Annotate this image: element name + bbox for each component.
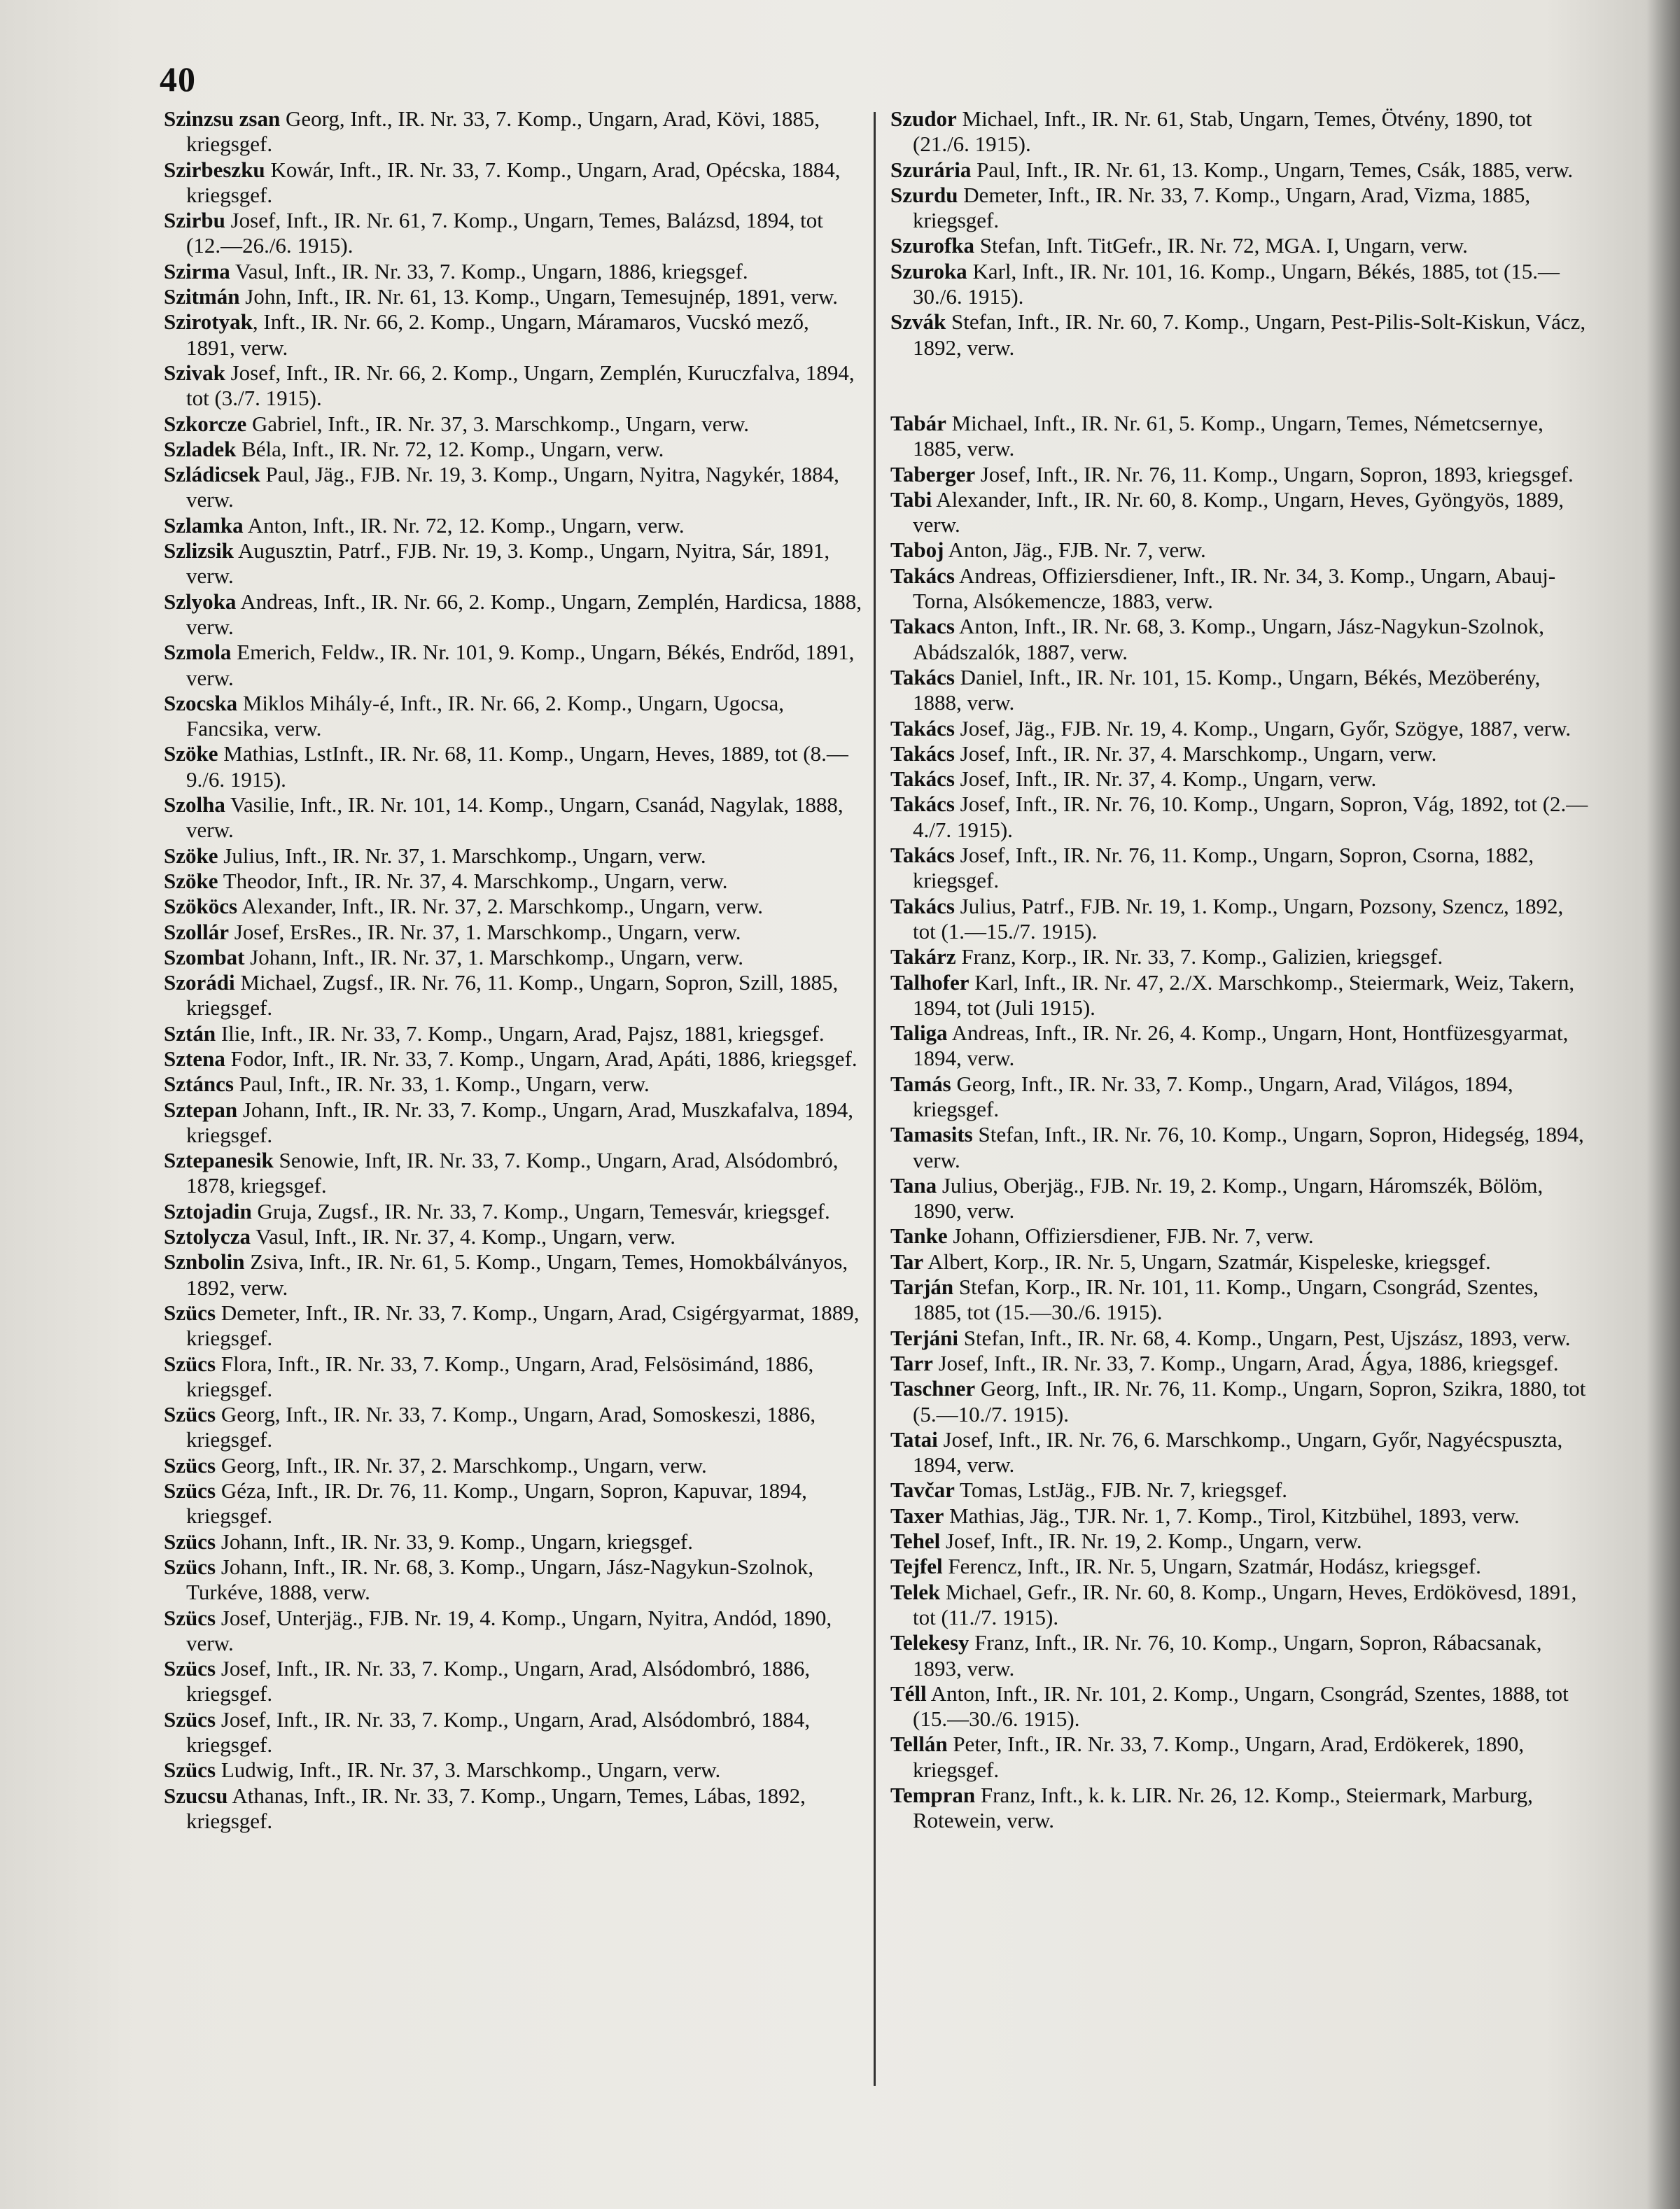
- register-entry: [164, 1606, 862, 1657]
- entry-details: Karl, Inft., IR. Nr. 47, 2./X. Marschkomp., Steiermark, Weiz, Takern, 1894, tot (Juli 1915).: [913, 969, 1575, 1020]
- entry-details: Paul, Inft., IR. Nr. 33, 1. Komp., Ungarn, verw.: [233, 1072, 650, 1097]
- entry-details: Franz, Inft., IR. Nr. 76, 10. Komp., Ungarn, Sopron, Rábacsanak, 1893, verw.: [913, 1630, 1542, 1681]
- entry-details: Andreas, Inft., IR. Nr. 66, 2. Komp., Ungarn, Zemplén, Hardicsa, 1888, verw.: [186, 589, 862, 639]
- entry-details: Georg, Inft., IR. Nr. 37, 2. Marschkomp., Ungarn, verw.: [216, 1452, 707, 1478]
- entry-surname: Szücs: [164, 1300, 216, 1325]
- entry-surname: Telek: [890, 1579, 941, 1604]
- entry-surname: Takács: [890, 563, 955, 588]
- register-entry: [890, 1554, 1589, 1579]
- entry-details: Stefan, Inft., IR. Nr. 76, 10. Komp., Ungarn, Sopron, Hidegség, 1894, verw.: [913, 1122, 1584, 1172]
- register-entry: [890, 1783, 1589, 1834]
- register-entry: [890, 1122, 1589, 1173]
- register-entry: [890, 944, 1589, 969]
- entry-surname: Szocska: [164, 690, 238, 715]
- entry-details: Anton, Inft., IR. Nr. 68, 3. Komp., Ungarn, Jász-Nagykun-Szolnok, Abádszalók, 1887, verw.: [913, 614, 1544, 664]
- entry-details: Ilie, Inft., IR. Nr. 33, 7. Komp., Ungarn, Arad, Pajsz, 1881, kriegsgef.: [216, 1021, 825, 1046]
- register-entry: [164, 1072, 862, 1097]
- entry-details: Josef, Inft., IR. Nr. 61, 7. Komp., Ungarn, Temes, Balázsd, 1894, tot (12.—26./6. 1915).: [186, 208, 823, 258]
- register-entry: [890, 1223, 1589, 1249]
- register-entry: [164, 1453, 862, 1478]
- entry-details: Karl, Inft., IR. Nr. 101, 16. Komp., Ungarn, Békés, 1885, tot (15.—30./6. 1915).: [913, 258, 1560, 309]
- register-entry: [890, 1376, 1589, 1427]
- register-entry: [164, 1300, 862, 1352]
- page-number: 40: [160, 59, 196, 99]
- register-entry: [890, 106, 1589, 157]
- register-entry: [164, 640, 862, 691]
- entry-details: Josef, Inft., IR. Nr. 66, 2. Komp., Ungarn, Zemplén, Kuruczfalva, 1894, tot (3./7. 1915).: [186, 360, 855, 411]
- entry-details: Daniel, Inft., IR. Nr. 101, 15. Komp., Ungarn, Békés, Mezöberény, 1888, verw.: [913, 664, 1541, 715]
- entry-details: Julius, Inft., IR. Nr. 37, 1. Marschkomp., Ungarn, verw.: [218, 843, 706, 868]
- register-entry: [890, 894, 1589, 945]
- register-entry: [164, 1478, 862, 1529]
- entry-details: Demeter, Inft., IR. Nr. 33, 7. Komp., Ungarn, Arad, Csigérgyarmat, 1889, kriegsgef.: [186, 1300, 860, 1351]
- entry-details: Miklos Mihály-é, Inft., IR. Nr. 66, 2. Komp., Ungarn, Ugocsa, Fancsika, verw.: [186, 690, 785, 741]
- entry-details: Peter, Inft., IR. Nr. 33, 7. Komp., Ungarn, Arad, Erdökerek, 1890, kriegsgef.: [913, 1732, 1525, 1782]
- entry-surname: Takács: [890, 715, 955, 741]
- register-entry: [164, 1046, 862, 1072]
- register-entry: [890, 1503, 1589, 1529]
- register-entry: [890, 843, 1589, 894]
- entry-surname: Tejfel: [890, 1554, 943, 1579]
- entry-details: Vasul, Inft., IR. Nr. 37, 4. Komp., Ungarn, verw.: [250, 1224, 676, 1249]
- register-entry: [890, 1478, 1589, 1503]
- entry-surname: Szirbeszku: [164, 157, 265, 182]
- entry-details: Kowár, Inft., IR. Nr. 33, 7. Komp., Ungarn, Arad, Opécska, 1884, kriegsgef.: [186, 157, 841, 207]
- entry-details: Stefan, Inft., IR. Nr. 60, 7. Komp., Ungarn, Pest-Pilis-Solt-Kiskun, Vácz, 1892, verw.: [913, 309, 1586, 360]
- entry-surname: Szöke: [164, 843, 218, 868]
- register-entry: [890, 309, 1589, 360]
- entry-surname: Sztán: [164, 1021, 216, 1046]
- register-entry: [890, 1326, 1589, 1351]
- entry-details: Gabriel, Inft., IR. Nr. 37, 3. Marschkomp., Ungarn, verw.: [246, 411, 749, 436]
- register-entry: [164, 843, 862, 869]
- entry-details: Tomas, LstJäg., FJB. Nr. 7, kriegsgef.: [954, 1478, 1288, 1503]
- register-entry: [890, 1351, 1589, 1376]
- register-entry: [164, 259, 862, 284]
- entry-details: Josef, Inft., IR. Nr. 33, 7. Komp., Ungarn, Arad, Alsódombró, 1886, kriegsgef.: [186, 1656, 811, 1706]
- entry-details: Anton, Inft., IR. Nr. 101, 2. Komp., Ungarn, Csongrád, Szentes, 1888, tot (15.—30./6. 1915).: [913, 1681, 1569, 1732]
- entry-details: , Inft., IR. Nr. 66, 2. Komp., Ungarn, Máramaros, Vucskó mező, 1891, verw.: [186, 309, 809, 360]
- entry-surname: Sztolycza: [164, 1224, 251, 1249]
- entry-surname: Szücs: [164, 1478, 216, 1503]
- entry-details: Josef, Inft., IR. Nr. 19, 2. Komp., Ungarn, verw.: [940, 1529, 1362, 1554]
- entry-details: Georg, Inft., IR. Nr. 33, 7. Komp., Ungarn, Arad, Világos, 1894, kriegsgef.: [913, 1071, 1513, 1121]
- entry-details: Franz, Korp., IR. Nr. 33, 7. Komp., Galizien, kriegsgef.: [955, 944, 1443, 969]
- register-entry: [164, 538, 862, 589]
- entry-surname: Taberger: [890, 461, 976, 486]
- column-divider: [874, 112, 876, 2086]
- entry-surname: Taboj: [890, 538, 944, 563]
- register-entry: [890, 792, 1589, 843]
- entry-surname: Tehel: [890, 1529, 941, 1554]
- register-entry: [890, 1681, 1589, 1732]
- entry-surname: Szorádi: [164, 970, 235, 995]
- entry-surname: Szököcs: [164, 894, 238, 919]
- entry-details: Paul, Inft., IR. Nr. 61, 13. Komp., Ungarn, Temes, Csák, 1885, verw.: [971, 157, 1574, 182]
- register-entry: [890, 1580, 1589, 1631]
- entry-details: Johann, Inft., IR. Nr. 68, 3. Komp., Ungarn, Jász-Nagykun-Szolnok, Turkéve, 1888, verw.: [186, 1554, 814, 1605]
- entry-surname: Sztojadin: [164, 1198, 252, 1223]
- entry-details: Stefan, Inft., IR. Nr. 68, 4. Komp., Ungarn, Pest, Ujszász, 1893, verw.: [958, 1325, 1571, 1350]
- entry-surname: Szombat: [164, 944, 245, 969]
- entry-details: Josef, Inft., IR. Nr. 76, 6. Marschkomp., Ungarn, Győr, Nagyécspuszta, 1894, verw.: [913, 1426, 1563, 1478]
- entry-details: Paul, Jäg., FJB. Nr. 19, 3. Komp., Ungarn, Nyitra, Nagykér, 1884, verw.: [186, 462, 839, 512]
- entry-surname: Szücs: [164, 1706, 216, 1732]
- register-entry: [164, 691, 862, 742]
- entry-surname: Taschner: [890, 1376, 976, 1401]
- register-entry: [164, 920, 862, 945]
- register-entry: [890, 1072, 1589, 1123]
- entry-surname: Szkorcze: [164, 411, 247, 436]
- entry-details: Demeter, Inft., IR. Nr. 33, 7. Komp., Ungarn, Arad, Vizma, 1885, kriegsgef.: [913, 182, 1531, 233]
- register-entry: [890, 233, 1589, 258]
- entry-surname: Szurdu: [890, 182, 958, 207]
- register-entry: [164, 1529, 862, 1555]
- entry-surname: Szücs: [164, 1402, 216, 1427]
- entry-surname: Tamasits: [890, 1122, 973, 1147]
- entry-surname: Szlizsik: [164, 538, 234, 563]
- entry-surname: Takács: [890, 766, 955, 792]
- entry-surname: Tarr: [890, 1350, 933, 1375]
- register-entry: [164, 1402, 862, 1453]
- entry-surname: Szudor: [890, 106, 957, 131]
- s-entries-block: [890, 106, 1589, 360]
- entry-details: Senowie, Inft, IR. Nr. 33, 7. Komp., Ungarn, Arad, Alsódombró, 1878, kriegsgef.: [186, 1148, 839, 1198]
- register-entry: [890, 157, 1589, 183]
- entry-details: Josef, Inft., IR. Nr. 33, 7. Komp., Ungarn, Arad, Alsódombró, 1884, kriegsgef.: [186, 1706, 811, 1757]
- entry-surname: Takács: [890, 843, 955, 868]
- entry-details: Michael, Inft., IR. Nr. 61, Stab, Ungarn, Temes, Ötvény, 1890, tot (21./6. 1915).: [913, 106, 1532, 157]
- register-entry: [890, 487, 1589, 538]
- entry-surname: Sznbolin: [164, 1249, 245, 1275]
- entry-details: Andreas, Offiziersdiener, Inft., IR. Nr. 34, 3. Komp., Ungarn, Abauj-Torna, Alsókemencze, 1883, verw.: [913, 563, 1556, 614]
- register-entry: [164, 1555, 862, 1606]
- register-entry: [164, 1021, 862, 1046]
- entry-details: Johann, Offiziersdiener, FJB. Nr. 7, verw.: [947, 1223, 1314, 1249]
- entry-details: Fodor, Inft., IR. Nr. 33, 7. Komp., Ungarn, Arad, Apáti, 1886, kriegsgef.: [225, 1046, 858, 1071]
- register-entry: [890, 563, 1589, 615]
- entry-details: Johann, Inft., IR. Nr. 33, 9. Komp., Ungarn, kriegsgef.: [216, 1529, 693, 1554]
- entry-surname: Telekesy: [890, 1630, 969, 1655]
- entry-details: Georg, Inft., IR. Nr. 33, 7. Komp., Ungarn, Arad, Kövi, 1885, kriegsgef.: [186, 106, 820, 157]
- entry-details: Johann, Inft., IR. Nr. 37, 1. Marschkomp., Ungarn, verw.: [244, 944, 743, 969]
- register-entry: [890, 766, 1589, 792]
- entry-details: Josef, Jäg., FJB. Nr. 19, 4. Komp., Ungarn, Győr, Szögye, 1887, verw.: [954, 715, 1572, 741]
- register-entry: [164, 1707, 862, 1758]
- entry-details: Michael, Gefr., IR. Nr. 60, 8. Komp., Ungarn, Heves, Erdökövesd, 1891, tot (11./7. 1915).: [913, 1579, 1577, 1629]
- entry-details: Ferencz, Inft., IR. Nr. 5, Ungarn, Szatmár, Hodász, kriegsgef.: [942, 1554, 1481, 1579]
- register-entry: [164, 309, 862, 360]
- register-entry: [164, 589, 862, 640]
- register-entry: [164, 1199, 862, 1224]
- entry-surname: Takacs: [890, 614, 955, 639]
- entry-surname: Talhofer: [890, 969, 969, 995]
- entry-details: Georg, Inft., IR. Nr. 33, 7. Komp., Ungarn, Arad, Somoskeszi, 1886, kriegsgef.: [186, 1402, 816, 1452]
- entry-surname: Takács: [890, 893, 955, 918]
- entry-surname: Taxer: [890, 1503, 944, 1528]
- entry-surname: Szurária: [890, 157, 972, 182]
- entry-details: Andreas, Inft., IR. Nr. 26, 4. Komp., Ungarn, Hont, Hontfüzesgyarmat, 1894, verw.: [913, 1021, 1569, 1071]
- entry-details: Josef, Inft., IR. Nr. 37, 4. Komp., Ungarn, verw.: [954, 766, 1377, 792]
- register-entry: [164, 284, 862, 309]
- register-entry: [164, 1224, 862, 1249]
- register-entry: [890, 1249, 1589, 1275]
- entry-surname: Szöke: [164, 741, 218, 766]
- entry-surname: Szinzsu zsan: [164, 106, 281, 131]
- entry-details: Anton, Inft., IR. Nr. 72, 12. Komp., Ungarn, verw.: [243, 512, 685, 538]
- entry-surname: Tamás: [890, 1071, 951, 1096]
- entry-surname: Sztáncs: [164, 1072, 234, 1097]
- register-entry: [164, 208, 862, 259]
- entry-details: Vasul, Inft., IR. Nr. 33, 7. Komp., Ungarn, 1886, kriegsgef.: [230, 258, 748, 283]
- register-entry: [164, 1758, 862, 1783]
- register-entry: [164, 157, 862, 209]
- entry-surname: Szuroka: [890, 258, 967, 283]
- entry-surname: Szládicsek: [164, 462, 260, 487]
- entry-surname: Szücs: [164, 1758, 216, 1783]
- register-entry: [164, 792, 862, 843]
- register-entry: [890, 1173, 1589, 1224]
- entry-surname: Sztena: [164, 1046, 225, 1071]
- entry-details: Josef, ErsRes., IR. Nr. 37, 1. Marschkomp., Ungarn, verw.: [229, 919, 741, 944]
- entry-details: Béla, Inft., IR. Nr. 72, 12. Komp., Ungarn, verw.: [236, 436, 664, 461]
- entry-surname: Sztepan: [164, 1097, 238, 1122]
- register-entry: [890, 970, 1589, 1021]
- register-entry: [164, 869, 862, 894]
- register-entry: [164, 1148, 862, 1199]
- entry-details: Albert, Korp., IR. Nr. 5, Ungarn, Szatmár, Kispeleske, kriegsgef.: [923, 1249, 1491, 1274]
- entry-surname: Téll: [890, 1681, 927, 1706]
- entry-surname: Szirotyak: [164, 309, 253, 335]
- entry-surname: Tarján: [890, 1275, 954, 1300]
- letter-section-gap: [890, 360, 1589, 411]
- entry-details: Zsiva, Inft., IR. Nr. 61, 5. Komp., Ungarn, Temes, Homokbálványos, 1892, verw.: [186, 1249, 848, 1300]
- binding-shadow: [1646, 0, 1680, 2209]
- entry-surname: Szücs: [164, 1529, 216, 1554]
- entry-surname: Szollár: [164, 919, 229, 944]
- register-entry: [164, 1783, 862, 1835]
- entry-surname: Szladek: [164, 436, 237, 461]
- entry-details: Michael, Zugsf., IR. Nr. 76, 11. Komp., Ungarn, Sopron, Szill, 1885, kriegsgef.: [186, 970, 839, 1021]
- entry-surname: Szucsu: [164, 1783, 228, 1808]
- register-entry: [890, 462, 1589, 487]
- entry-surname: Takács: [890, 792, 955, 817]
- entry-details: Julius, Patrf., FJB. Nr. 19, 1. Komp., Ungarn, Pozsony, Szencz, 1892, tot (1.—15./7. 1915).: [913, 893, 1564, 944]
- register-entry: [890, 1630, 1589, 1681]
- register-entry: [164, 412, 862, 437]
- entry-surname: Takárz: [890, 944, 956, 969]
- entry-details: Augusztin, Patrf., FJB. Nr. 19, 3. Komp., Ungarn, Nyitra, Sár, 1891, verw.: [186, 538, 830, 589]
- register-entry: [890, 1529, 1589, 1554]
- entry-details: Josef, Inft., IR. Nr. 37, 4. Marschkomp., Ungarn, verw.: [954, 741, 1437, 766]
- entry-surname: Szlamka: [164, 512, 244, 538]
- entry-details: Josef, Inft., IR. Nr. 76, 10. Komp., Ungarn, Sopron, Vág, 1892, tot (2.—4./7. 1915).: [913, 792, 1588, 842]
- register-entry: [164, 970, 862, 1021]
- register-entry: [890, 716, 1589, 741]
- entry-surname: Terjáni: [890, 1325, 959, 1350]
- register-entry: [890, 741, 1589, 766]
- register-entry: [890, 1021, 1589, 1072]
- entry-details: Emerich, Feldw., IR. Nr. 101, 9. Komp., Ungarn, Békés, Endrőd, 1891, verw.: [186, 640, 855, 690]
- entry-details: Julius, Oberjäg., FJB. Nr. 19, 2. Komp., Ungarn, Háromszék, Bölöm, 1890, verw.: [913, 1172, 1544, 1223]
- entry-surname: Taliga: [890, 1021, 948, 1046]
- entry-surname: Szlyoka: [164, 589, 237, 614]
- entry-details: Mathias, LstInft., IR. Nr. 68, 11. Komp., Ungarn, Heves, 1889, tot (8.—9./6. 1915).: [186, 741, 848, 792]
- entry-surname: Szmola: [164, 640, 232, 665]
- entry-surname: Takács: [890, 741, 955, 766]
- register-entry: [164, 513, 862, 538]
- register-entry: [164, 462, 862, 513]
- register-entry: [164, 741, 862, 792]
- entry-details: Gruja, Zugsf., IR. Nr. 33, 7. Komp., Ungarn, Temesvár, kriegsgef.: [251, 1198, 830, 1223]
- entry-details: Flora, Inft., IR. Nr. 33, 7. Komp., Ungarn, Arad, Felsösimánd, 1886, kriegsgef.: [186, 1351, 814, 1401]
- register-entry: [890, 538, 1589, 563]
- entry-details: Josef, Unterjäg., FJB. Nr. 19, 4. Komp., Ungarn, Nyitra, Andód, 1890, verw.: [186, 1605, 832, 1655]
- entry-details: Johann, Inft., IR. Nr. 33, 7. Komp., Ungarn, Arad, Muszkafalva, 1894, kriegsgef.: [186, 1097, 853, 1147]
- register-entry: [164, 1656, 862, 1707]
- entry-details: Michael, Inft., IR. Nr. 61, 5. Komp., Ungarn, Temes, Németcsernye, 1885, verw.: [913, 410, 1544, 461]
- entry-details: Anton, Jäg., FJB. Nr. 7, verw.: [944, 538, 1206, 563]
- entry-surname: Tellán: [890, 1732, 948, 1757]
- entry-surname: Szücs: [164, 1605, 216, 1630]
- register-entry: [164, 437, 862, 462]
- entry-surname: Szücs: [164, 1351, 216, 1376]
- entry-surname: Szvák: [890, 309, 946, 335]
- entry-surname: Tavčar: [890, 1478, 955, 1503]
- entry-surname: Szirbu: [164, 208, 225, 233]
- register-entry: [890, 665, 1589, 716]
- entry-details: Vasilie, Inft., IR. Nr. 101, 14. Komp., Ungarn, Csanád, Nagylak, 1888, verw.: [186, 792, 844, 843]
- register-entry: [890, 411, 1589, 462]
- entry-surname: Szöke: [164, 868, 218, 893]
- entry-details: Alexander, Inft., IR. Nr. 37, 2. Marschkomp., Ungarn, verw.: [237, 894, 763, 919]
- entry-surname: Tabi: [890, 486, 932, 512]
- t-entries-block: [890, 411, 1589, 1834]
- entry-details: Franz, Inft., k. k. LIR. Nr. 26, 12. Komp., Steiermark, Marburg, Rotewein, verw.: [913, 1783, 1533, 1833]
- register-entry: [890, 183, 1589, 234]
- entry-details: Alexander, Inft., IR. Nr. 60, 8. Komp., Ungarn, Heves, Gyöngyös, 1889, verw.: [913, 486, 1564, 538]
- entry-details: Athanas, Inft., IR. Nr. 33, 7. Komp., Ungarn, Temes, Lábas, 1892, kriegsgef.: [186, 1783, 806, 1833]
- right-column: [890, 106, 1589, 1834]
- register-entry: [164, 894, 862, 919]
- register-entry: [164, 1352, 862, 1403]
- entry-details: Géza, Inft., IR. Dr. 76, 11. Komp., Ungarn, Sopron, Kapuvar, 1894, kriegsgef.: [186, 1478, 807, 1529]
- entry-details: Josef, Inft., IR. Nr. 76, 11. Komp., Ungarn, Sopron, 1893, kriegsgef.: [975, 461, 1574, 486]
- entry-details: Ludwig, Inft., IR. Nr. 37, 3. Marschkomp., Ungarn, verw.: [216, 1758, 721, 1783]
- register-entry: [890, 1275, 1589, 1326]
- entry-details: Theodor, Inft., IR. Nr. 37, 4. Marschkomp., Ungarn, verw.: [218, 868, 728, 893]
- register-entry: [164, 945, 862, 970]
- entry-details: Stefan, Inft. TitGefr., IR. Nr. 72, MGA. I, Ungarn, verw.: [974, 233, 1468, 258]
- entry-surname: Tempran: [890, 1783, 976, 1807]
- entry-surname: Sztepanesik: [164, 1148, 274, 1173]
- entry-surname: Szirma: [164, 258, 230, 283]
- left-column: [164, 106, 862, 1834]
- entry-surname: Szücs: [164, 1452, 216, 1478]
- register-entry: [164, 360, 862, 412]
- entry-surname: Szitmán: [164, 284, 240, 309]
- entry-surname: Szolha: [164, 792, 225, 818]
- register-entry: [890, 259, 1589, 310]
- entry-surname: Szurofka: [890, 233, 975, 258]
- entry-surname: Tabár: [890, 410, 946, 435]
- entry-details: Mathias, Jäg., TJR. Nr. 1, 7. Komp., Tirol, Kitzbühel, 1893, verw.: [944, 1503, 1520, 1528]
- entry-surname: Tatai: [890, 1426, 938, 1452]
- entry-surname: Tar: [890, 1249, 924, 1274]
- entry-details: Josef, Inft., IR. Nr. 33, 7. Komp., Ungarn, Arad, Ágya, 1886, kriegsgef.: [932, 1350, 1559, 1375]
- entry-details: John, Inft., IR. Nr. 61, 13. Komp., Ungarn, Temesujnép, 1891, verw.: [239, 284, 839, 309]
- entry-details: Georg, Inft., IR. Nr. 76, 11. Komp., Ungarn, Sopron, Szikra, 1880, tot (5.—10./7. 1915).: [913, 1376, 1586, 1426]
- entry-surname: Szivak: [164, 360, 225, 385]
- entry-surname: Szücs: [164, 1554, 216, 1579]
- entry-surname: Takács: [890, 664, 955, 689]
- register-entry: [164, 106, 862, 157]
- entry-details: Josef, Inft., IR. Nr. 76, 11. Komp., Ungarn, Sopron, Csorna, 1882, kriegsgef.: [913, 843, 1534, 893]
- entry-surname: Tana: [890, 1172, 937, 1198]
- register-entry: [890, 614, 1589, 665]
- register-entry: [890, 1732, 1589, 1783]
- entry-surname: Szücs: [164, 1656, 216, 1681]
- entry-surname: Tanke: [890, 1223, 948, 1249]
- register-entry: [164, 1249, 862, 1300]
- register-entry: [890, 1427, 1589, 1478]
- register-entry: [164, 1098, 862, 1149]
- entry-details: Stefan, Korp., IR. Nr. 101, 11. Komp., Ungarn, Csongrád, Szentes, 1885, tot (15.—30./6. 1915).: [913, 1275, 1539, 1325]
